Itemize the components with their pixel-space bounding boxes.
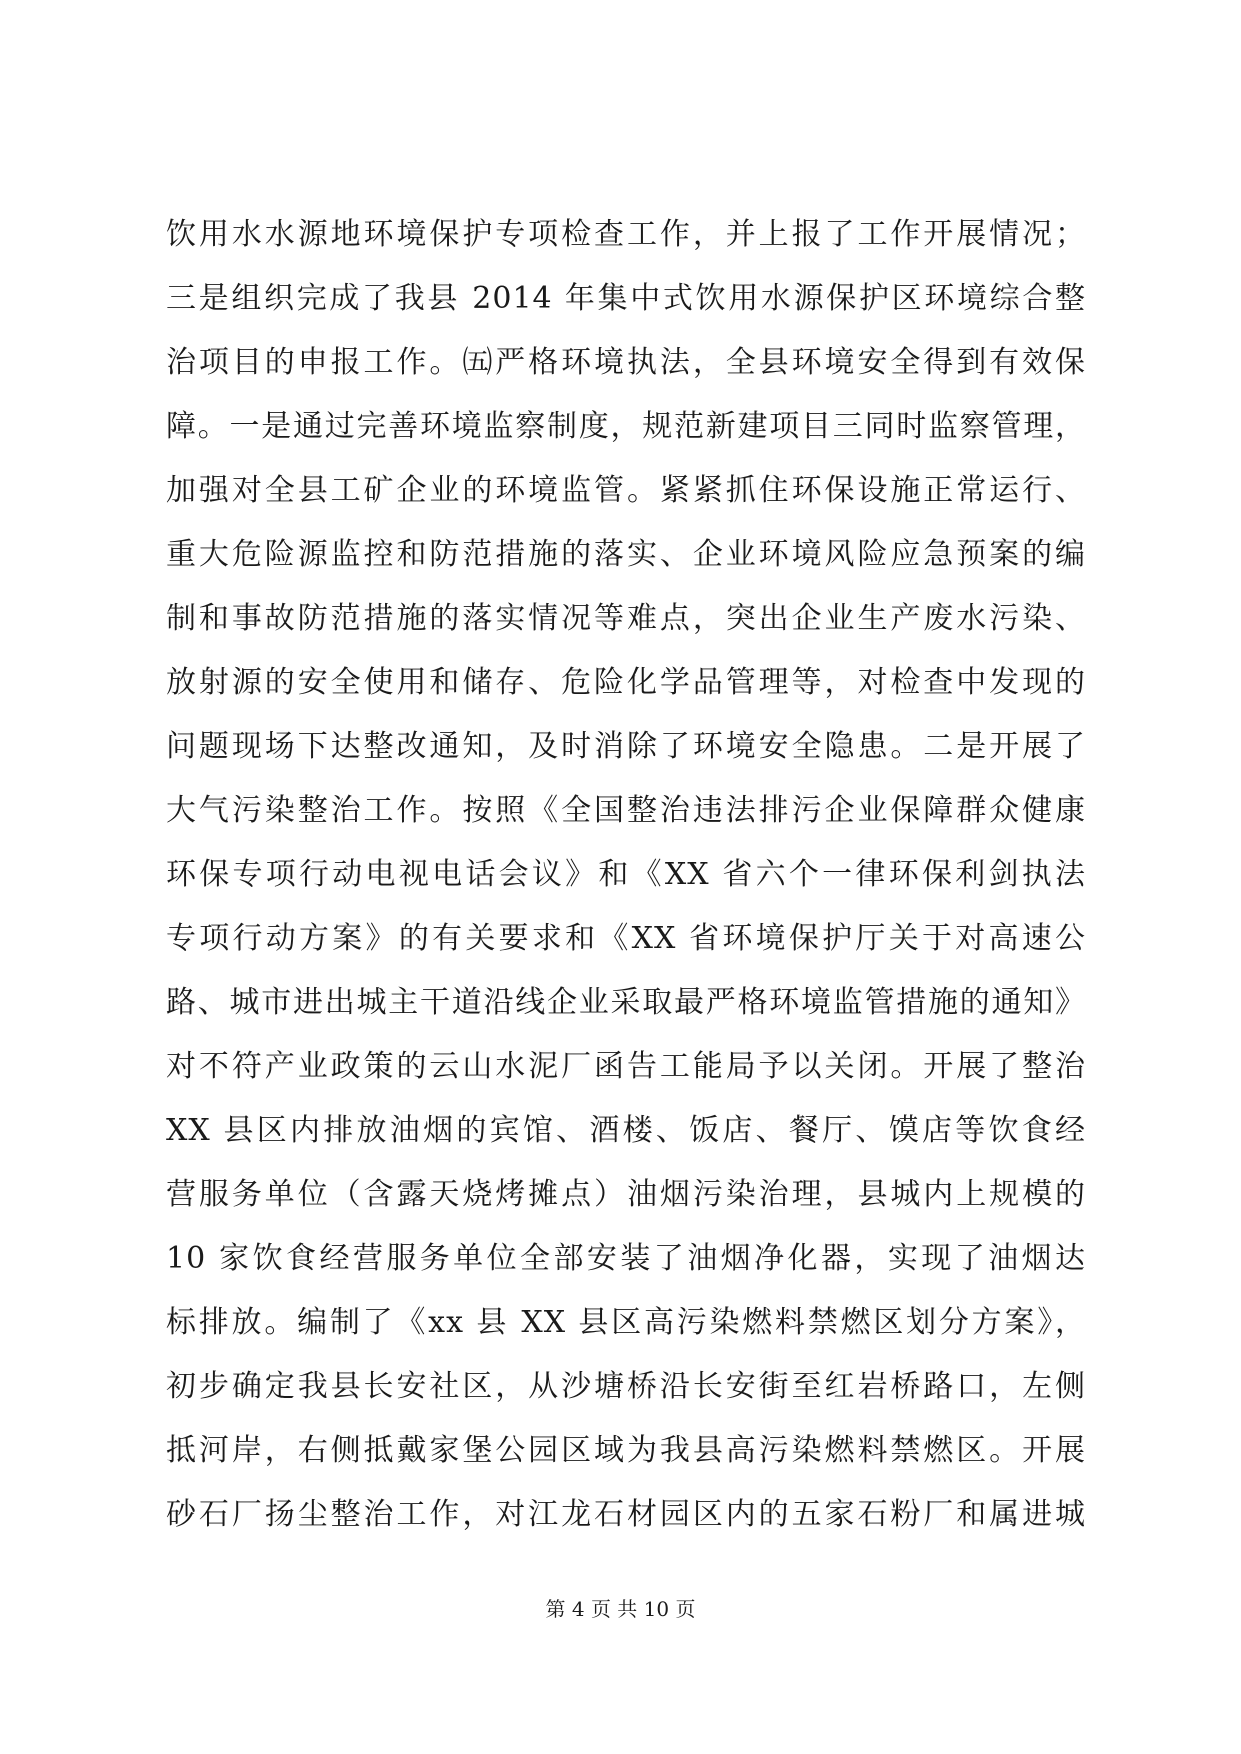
text-line: 问题现场下达整改通知，及时消除了环境安全隐患。二是开展了: [166, 729, 1086, 764]
text-line: 环保专项行动电视电话会议》和《XX 省六个一律环保利剑执法: [166, 857, 1086, 892]
text-line: 障。一是通过完善环境监察制度，规范新建项目三同时监察管理，: [166, 409, 1086, 444]
text-line: 重大危险源监控和防范措施的落实、企业环境风险应急预案的编: [166, 537, 1086, 572]
text-line: 对不符产业政策的云山水泥厂函告工能局予以关闭。开展了整治: [166, 1049, 1086, 1084]
text-line: 初步确定我县长安社区，从沙塘桥沿长安街至红岩桥路口，左侧: [166, 1369, 1086, 1404]
text-line: XX 县区内排放油烟的宾馆、酒楼、饭店、餐厅、馍店等饮食经: [166, 1113, 1086, 1148]
body-text: [166, 203, 1086, 1547]
text-line: 大气污染整治工作。按照《全国整治违法排污企业保障群众健康: [166, 793, 1086, 828]
text-line: 放射源的安全使用和储存、危险化学品管理等，对检查中发现的: [166, 665, 1086, 700]
text-line: 路、城市进出城主干道沿线企业采取最严格环境监管措施的通知》: [166, 985, 1086, 1020]
text-line: 砂石厂扬尘整治工作，对江龙石材园区内的五家石粉厂和属进城: [166, 1497, 1086, 1532]
text-line: 治项目的申报工作。㈤严格环境执法，全县环境安全得到有效保: [166, 345, 1086, 380]
text-line: 标排放。编制了《xx 县 XX 县区高污染燃料禁燃区划分方案》，: [166, 1305, 1086, 1340]
text-line: 饮用水水源地环境保护专项检查工作，并上报了工作开展情况；: [166, 217, 1086, 252]
text-line: 制和事故防范措施的落实情况等难点，突出企业生产废水污染、: [166, 601, 1086, 636]
text-line: 加强对全县工矿企业的环境监管。紧紧抓住环保设施正常运行、: [166, 473, 1086, 508]
text-line: 营服务单位（含露天烧烤摊点）油烟污染治理，县城内上规模的: [166, 1177, 1086, 1212]
text-line: 抵河岸，右侧抵戴家堡公园区域为我县高污染燃料禁燃区。开展: [166, 1433, 1086, 1468]
text-line: 10 家饮食经营服务单位全部安装了油烟净化器，实现了油烟达: [166, 1241, 1086, 1276]
text-line: 三是组织完成了我县 2014 年集中式饮用水源保护区环境综合整: [166, 281, 1086, 316]
text-line: 专项行动方案》的有关要求和《XX 省环境保护厅关于对高速公: [166, 921, 1086, 956]
page-footer: 第 4 页 共 10 页: [545, 1597, 696, 1621]
